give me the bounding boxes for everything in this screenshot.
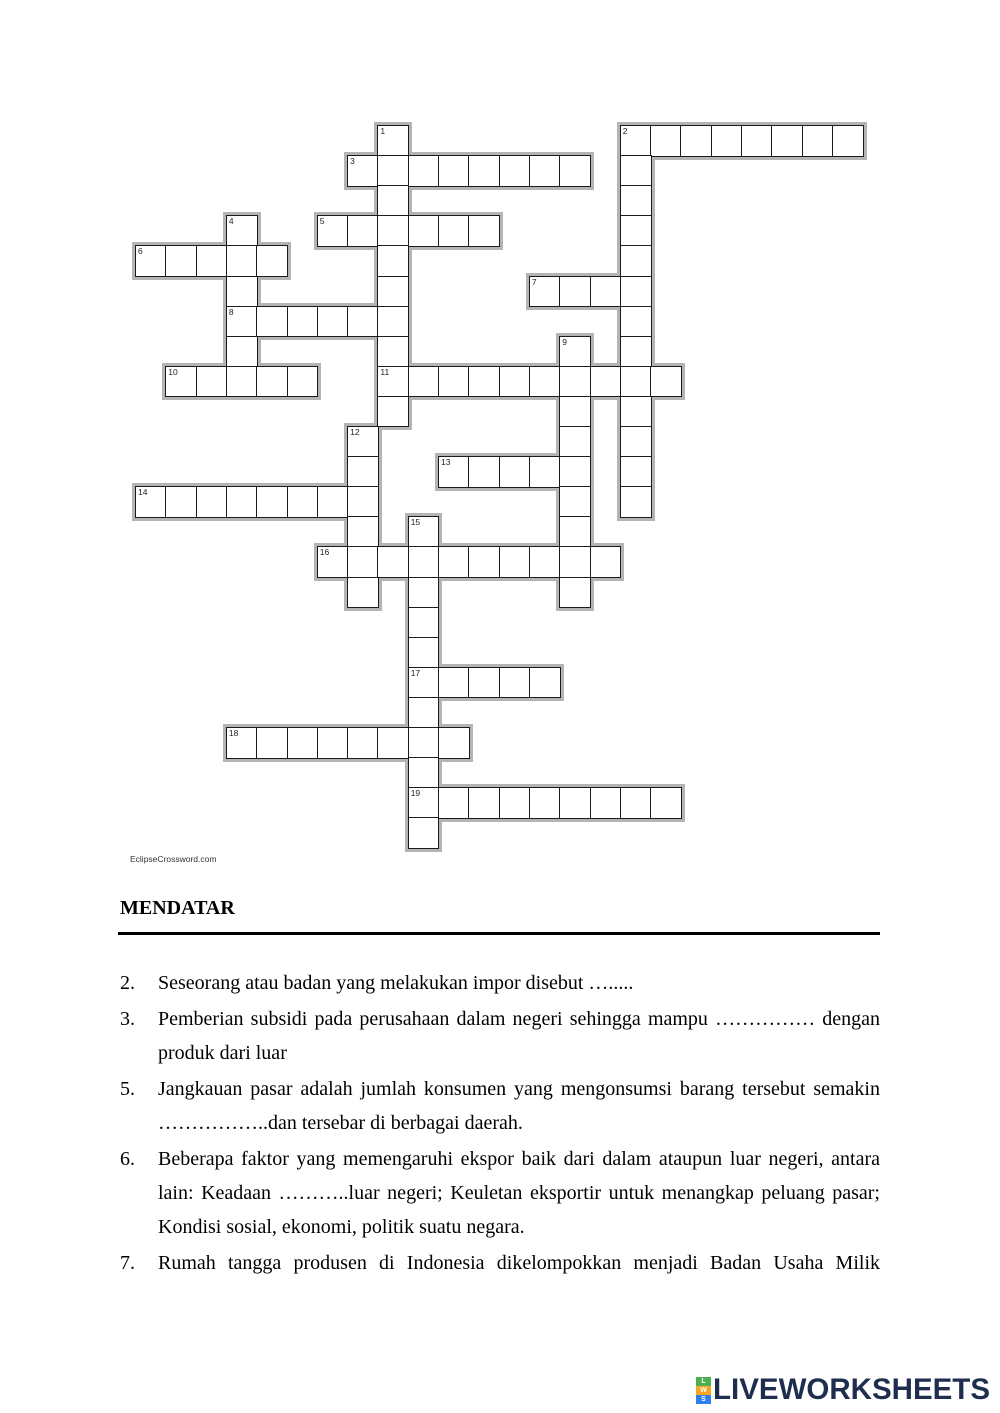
clue-number: 5. xyxy=(120,1078,135,1100)
crossword-cell[interactable] xyxy=(226,245,258,277)
crossword-cell[interactable] xyxy=(347,727,379,759)
crossword-cell[interactable] xyxy=(620,787,652,819)
crossword-cell[interactable] xyxy=(468,667,500,699)
logo-icon-letter: S xyxy=(696,1395,711,1404)
clue-number: 7. xyxy=(120,1252,135,1274)
clue-number-label: 18 xyxy=(228,728,239,738)
clue-number-label: 14 xyxy=(138,487,148,498)
crossword-cell[interactable] xyxy=(347,426,379,458)
crossword-cell[interactable] xyxy=(347,486,379,518)
crossword-cell[interactable] xyxy=(620,336,652,368)
crossword-cell[interactable] xyxy=(468,366,500,398)
crossword-cell[interactable] xyxy=(317,727,349,759)
crossword-cell[interactable] xyxy=(529,366,561,398)
crossword-cell[interactable] xyxy=(771,125,803,157)
clue-text-line: Rumah tangga produsen di Indonesia dikelompokkan menjadi Badan Usaha Milik xyxy=(158,1252,880,1274)
crossword-cell[interactable] xyxy=(499,155,531,187)
clue-text xyxy=(158,1142,880,1244)
crossword-cell[interactable] xyxy=(377,336,409,368)
crossword-cell[interactable] xyxy=(226,276,258,308)
crossword-cell[interactable] xyxy=(438,727,470,759)
clue-number-label: 1 xyxy=(380,126,386,136)
crossword-cell[interactable] xyxy=(377,366,409,398)
crossword-cell[interactable] xyxy=(620,155,652,187)
crossword-cell[interactable] xyxy=(559,787,591,819)
crossword-cell[interactable] xyxy=(438,366,470,398)
logo-text: LIVEWORKSHEETS xyxy=(713,1373,990,1406)
clue-item xyxy=(120,1142,880,1244)
crossword-cell[interactable] xyxy=(347,155,379,187)
crossword-cell[interactable] xyxy=(287,366,319,398)
crossword-cell[interactable] xyxy=(438,215,470,247)
crossword-cell[interactable] xyxy=(650,787,682,819)
crossword-cell[interactable] xyxy=(317,486,349,518)
clue-text-line: lain: Keadaan ………..luar negeri; Keuletan eksportir untuk menangkap peluang pasar; xyxy=(158,1182,880,1204)
crossword-cell[interactable] xyxy=(620,366,652,398)
crossword-cell[interactable] xyxy=(408,757,440,789)
crossword-cell[interactable] xyxy=(226,336,258,368)
crossword-cell[interactable] xyxy=(438,546,470,578)
crossword-cell[interactable] xyxy=(499,787,531,819)
crossword-cell[interactable] xyxy=(620,245,652,277)
clue-number-label: 11 xyxy=(380,366,390,377)
clue-text-line: Beberapa faktor yang memengaruhi ekspor baik dari dalam ataupun luar negeri, antara xyxy=(158,1148,880,1170)
crossword-cell[interactable] xyxy=(620,185,652,217)
crossword-cell[interactable] xyxy=(559,396,591,428)
clue-list xyxy=(120,966,880,1282)
clue-number-label: 10 xyxy=(168,366,178,377)
crossword-cell[interactable] xyxy=(650,125,682,157)
crossword-cell[interactable] xyxy=(468,456,500,488)
crossword-cell[interactable] xyxy=(317,546,349,578)
crossword-cell[interactable] xyxy=(499,456,531,488)
crossword-cell[interactable] xyxy=(408,787,440,819)
crossword-cell[interactable] xyxy=(196,486,228,518)
clue-number-label: 19 xyxy=(410,788,421,799)
crossword-cell[interactable] xyxy=(408,366,440,398)
crossword-cell[interactable] xyxy=(559,336,591,368)
clue-number-label: 2 xyxy=(622,126,628,136)
crossword-cell[interactable] xyxy=(287,727,319,759)
crossword-cell[interactable] xyxy=(347,215,379,247)
clue-item xyxy=(120,1072,880,1140)
clue-item xyxy=(120,1002,880,1070)
crossword-cell[interactable] xyxy=(408,667,440,699)
crossword-cell[interactable] xyxy=(408,516,440,548)
clue-text-line: ……………..dan tersebar di berbagai daerah. xyxy=(158,1112,523,1134)
crossword-cell[interactable] xyxy=(529,787,561,819)
crossword-cell[interactable] xyxy=(529,276,561,308)
crossword-cell[interactable] xyxy=(377,125,409,157)
clue-text-line: Pemberian subsidi pada perusahaan dalam negeri sehingga mampu …………… dengan xyxy=(158,1008,880,1030)
crossword-cell[interactable] xyxy=(559,366,591,398)
crossword-cell[interactable] xyxy=(468,215,500,247)
clue-number-label: 17 xyxy=(410,667,421,678)
liveworksheets-logo[interactable] xyxy=(696,1374,990,1406)
crossword-cell[interactable] xyxy=(620,215,652,247)
crossword-cell[interactable] xyxy=(287,486,319,518)
crossword-cell[interactable] xyxy=(559,577,591,609)
crossword-cell[interactable] xyxy=(590,787,622,819)
clue-text xyxy=(158,1002,880,1070)
crossword-cell[interactable] xyxy=(196,366,228,398)
crossword-cell[interactable] xyxy=(802,125,834,157)
crossword-cell[interactable] xyxy=(377,185,409,217)
crossword-cell[interactable] xyxy=(377,215,409,247)
crossword-cell[interactable] xyxy=(650,366,682,398)
clue-number-label: 7 xyxy=(531,276,537,287)
crossword-cell[interactable] xyxy=(226,486,258,518)
crossword-cell[interactable] xyxy=(559,486,591,518)
crossword-cell[interactable] xyxy=(559,546,591,578)
clue-text xyxy=(158,1072,880,1140)
clue-text xyxy=(158,1246,880,1280)
crossword-cell[interactable] xyxy=(559,456,591,488)
clue-number-label: 12 xyxy=(350,427,360,437)
crossword-cell[interactable] xyxy=(741,125,773,157)
crossword-cell[interactable] xyxy=(529,667,561,699)
clue-number-label: 5 xyxy=(319,216,325,227)
crossword-cell[interactable] xyxy=(135,486,167,518)
clue-number-label: 13 xyxy=(441,457,451,468)
crossword-cell[interactable] xyxy=(559,426,591,458)
clue-item xyxy=(120,1246,880,1280)
clue-text-line: produk dari luar xyxy=(158,1042,287,1064)
clue-number-label: 16 xyxy=(319,547,330,558)
crossword-cell[interactable] xyxy=(347,456,379,488)
crossword-cell[interactable] xyxy=(408,546,440,578)
crossword-cell[interactable] xyxy=(499,366,531,398)
crossword-cell[interactable] xyxy=(377,396,409,428)
crossword-cell[interactable] xyxy=(256,245,288,277)
clue-number: 3. xyxy=(120,1008,135,1030)
crossword-cell[interactable] xyxy=(711,125,743,157)
clue-number-label: 9 xyxy=(562,336,567,347)
crossword-cell[interactable] xyxy=(529,456,561,488)
crossword-cell[interactable] xyxy=(377,727,409,759)
crossword-cell[interactable] xyxy=(529,546,561,578)
crossword-cell[interactable] xyxy=(165,486,197,518)
crossword-cell[interactable] xyxy=(499,546,531,578)
crossword-cell[interactable] xyxy=(468,787,500,819)
crossword-cell[interactable] xyxy=(256,727,288,759)
crossword-cell[interactable] xyxy=(256,306,288,338)
crossword-cell[interactable] xyxy=(620,456,652,488)
crossword-cell[interactable] xyxy=(408,155,440,187)
crossword-cell[interactable] xyxy=(226,215,258,247)
clue-text-line: Jangkauan pasar adalah jumlah konsumen yang mengonsumsi barang tersebut semakin xyxy=(158,1078,880,1100)
clue-number-label: 15 xyxy=(410,517,421,528)
crossword-cell[interactable] xyxy=(468,155,500,187)
crossword-cell[interactable] xyxy=(256,486,288,518)
crossword-cell[interactable] xyxy=(680,125,712,157)
crossword-cell[interactable] xyxy=(135,245,167,277)
crossword-cell[interactable] xyxy=(620,276,652,308)
logo-icon-letter: W xyxy=(696,1386,711,1395)
clue-number-label: 3 xyxy=(350,156,355,167)
crossword-cell[interactable] xyxy=(529,155,561,187)
crossword-cell[interactable] xyxy=(256,366,288,398)
liveworksheets-logo-icon xyxy=(696,1377,711,1404)
crossword-cell[interactable] xyxy=(620,486,652,518)
crossword-cell[interactable] xyxy=(559,516,591,548)
crossword-cell[interactable] xyxy=(226,727,258,759)
clue-text-line: Kondisi sosial, ekonomi, politik suatu negara. xyxy=(158,1216,525,1238)
crossword-cell[interactable] xyxy=(438,787,470,819)
crossword-cell[interactable] xyxy=(317,306,349,338)
crossword-cell[interactable] xyxy=(408,637,440,669)
crossword-cell[interactable] xyxy=(559,276,591,308)
crossword-cell[interactable] xyxy=(347,577,379,609)
crossword-cell[interactable] xyxy=(438,456,470,488)
crossword-cell[interactable] xyxy=(317,215,349,247)
crossword-cell[interactable] xyxy=(620,306,652,338)
crossword-cell[interactable] xyxy=(408,817,440,849)
crossword-cell[interactable] xyxy=(408,697,440,729)
crossword-cell[interactable] xyxy=(165,245,197,277)
clue-number-label: 6 xyxy=(138,246,143,257)
crossword-cell[interactable] xyxy=(408,577,440,609)
clue-text-line: Seseorang atau badan yang melakukan impor disebut …..... xyxy=(158,972,634,994)
section-heading-mendatar: MENDATAR xyxy=(120,897,235,919)
crossword-credit: EclipseCrossword.com xyxy=(130,854,217,864)
crossword-cell[interactable] xyxy=(226,306,258,338)
crossword-cell[interactable] xyxy=(377,245,409,277)
crossword-cell[interactable] xyxy=(408,607,440,639)
crossword-cell[interactable] xyxy=(590,546,622,578)
crossword-cell[interactable] xyxy=(287,306,319,338)
crossword-cell[interactable] xyxy=(620,426,652,458)
crossword-cell[interactable] xyxy=(438,667,470,699)
crossword-cell[interactable] xyxy=(165,366,197,398)
crossword-cell[interactable] xyxy=(377,155,409,187)
clue-number: 6. xyxy=(120,1148,135,1170)
crossword-cell[interactable] xyxy=(620,396,652,428)
clue-number: 2. xyxy=(120,972,135,994)
crossword-cell[interactable] xyxy=(347,546,379,578)
crossword-cell[interactable] xyxy=(832,125,864,157)
clue-number-label: 8 xyxy=(228,306,234,317)
heading-divider xyxy=(118,932,880,935)
crossword-cell[interactable] xyxy=(196,245,228,277)
crossword-cell[interactable] xyxy=(347,516,379,548)
clue-item xyxy=(120,966,880,1000)
crossword-cell[interactable] xyxy=(468,546,500,578)
crossword-cell[interactable] xyxy=(377,546,409,578)
crossword-cell[interactable] xyxy=(590,276,622,308)
crossword-cell[interactable] xyxy=(377,306,409,338)
crossword-cell[interactable] xyxy=(590,366,622,398)
crossword-cell[interactable] xyxy=(377,276,409,308)
logo-icon-letter: L xyxy=(696,1377,711,1386)
crossword-cell[interactable] xyxy=(347,306,379,338)
clue-text xyxy=(158,966,880,1000)
crossword-cell[interactable] xyxy=(226,366,258,398)
crossword-cell[interactable] xyxy=(438,155,470,187)
clue-number-label: 4 xyxy=(228,216,234,227)
crossword-cell[interactable] xyxy=(559,155,591,187)
crossword-cell[interactable] xyxy=(499,667,531,699)
crossword-cell[interactable] xyxy=(408,215,440,247)
crossword-cell[interactable] xyxy=(408,727,440,759)
crossword-cell[interactable] xyxy=(620,125,652,157)
